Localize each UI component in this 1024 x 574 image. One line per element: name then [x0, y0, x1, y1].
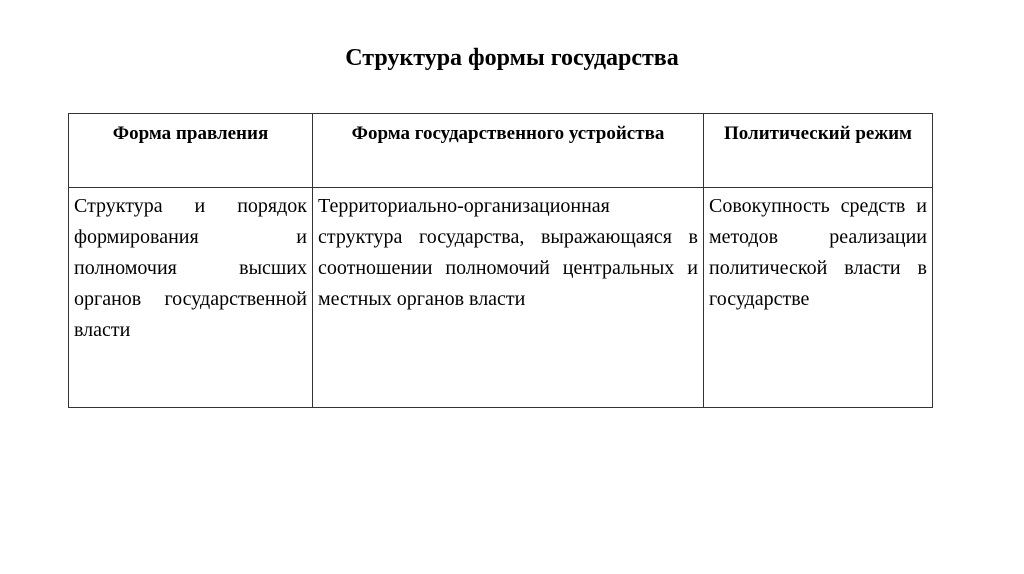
cell-political-regime: Совокупность средств и методов реализации политической власти в государстве [704, 188, 933, 408]
state-form-table [68, 113, 933, 408]
header-political-regime: Политический режим [704, 114, 933, 188]
page-title: Структура формы государства [345, 45, 679, 71]
cell-form-of-government: Структура и порядок формирования и полномочия высших органов государственной власти [69, 188, 313, 408]
cell-form-of-state-structure: Территориально-организационная структура государства, выражающаяся в соотношении полномочий центральных и местных органов власти [313, 188, 704, 408]
table-header-row [69, 114, 933, 188]
header-form-of-state-structure: Форма государственного устройства [313, 114, 704, 188]
header-form-of-government: Форма правления [69, 114, 313, 188]
table-row [69, 188, 933, 408]
